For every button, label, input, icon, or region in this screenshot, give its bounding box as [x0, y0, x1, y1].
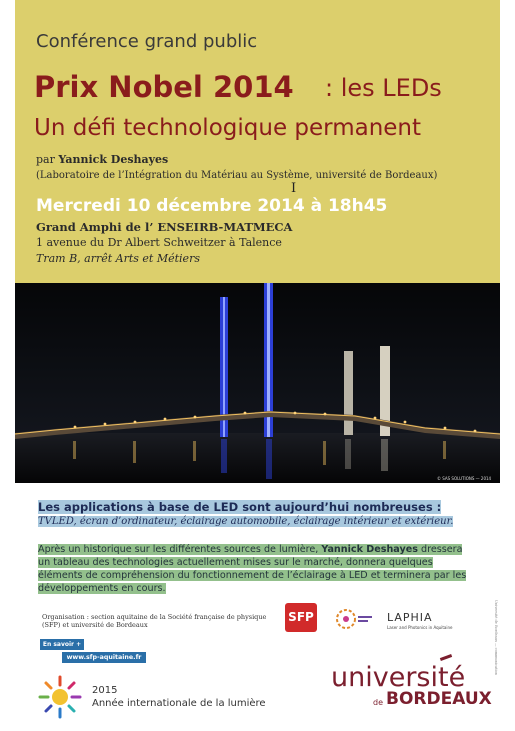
iyl-text: Année internationale de la lumière	[92, 698, 266, 709]
side-note: Université de Bordeaux — communication	[494, 600, 498, 675]
photo-credit: © SAS SOLUTIONS — 2014	[437, 476, 492, 481]
iyl-2015-logo	[36, 673, 84, 721]
by-prefix: par	[36, 153, 55, 166]
event-address: 1 avenue du Dr Albert Schweitzer à Talence	[36, 236, 282, 249]
description-paragraph	[38, 543, 472, 595]
event-date: Mercredi 10 décembre 2014 à 18h45	[36, 196, 388, 216]
title-rest: : les LEDs	[325, 74, 442, 102]
title-main: Prix Nobel 2014	[34, 70, 294, 104]
description-text-before: Après un historique sur les différentes sources de lumière,	[38, 544, 322, 555]
speaker-name: Yannick Deshayes	[58, 153, 169, 166]
speaker-line	[36, 153, 168, 166]
iyl-year: 2015	[92, 685, 118, 696]
subtitle: Un défi technologique permanent	[34, 115, 422, 141]
applications-list-text: TVLED, écran d’ordinateur, éclairage automobile, éclairage intérieur et extérieur.	[38, 516, 454, 527]
bridge-night-photo	[15, 283, 500, 483]
laphia-logo: LAPHIA	[387, 611, 433, 624]
event-venue: Grand Amphi de l’ ENSEIRB-MATMECA	[36, 220, 293, 234]
applications-heading-text: Les applications à base de LED sont aujourd’hui nombreuses :	[38, 500, 442, 514]
website-link[interactable]: www.sfp-aquitaine.fr	[62, 652, 146, 663]
univ-bordeaux-city: BORDEAUX	[386, 689, 492, 709]
laphia-subtitle: Laser and Photonics in Aquitaine	[387, 625, 453, 630]
text-cursor-icon: I	[291, 181, 297, 196]
speaker-affiliation: (Laboratoire de l’Intégration du Matériau au Système, université de Bordeaux)	[36, 170, 438, 181]
description-text-after: dressera un tableau des technologies actuellement mises sur le marché, donnera quelques éléments de compréhension du fonctionnement de l’éclairage à LED et terminera par les développements en cours.	[38, 544, 467, 594]
sfp-logo: SFP	[285, 603, 317, 632]
description-speaker: Yannick Deshayes	[321, 544, 418, 555]
univ-bordeaux-logo-word: université	[331, 662, 466, 693]
more-info-button[interactable]: En savoir +	[40, 639, 84, 650]
applications-heading	[38, 500, 441, 514]
event-kicker: Conférence grand public	[36, 31, 258, 52]
bordeaux-inp-logo	[334, 606, 374, 632]
univ-bordeaux-de: de	[373, 698, 383, 707]
applications-list	[38, 516, 453, 527]
univ-bordeaux-accent	[440, 654, 452, 661]
event-transport: Tram B, arrêt Arts et Métiers	[36, 252, 200, 265]
organisation-text: Organisation : section aquitaine de la Société française de physique (SFP) et université de Bordeaux	[42, 613, 267, 629]
